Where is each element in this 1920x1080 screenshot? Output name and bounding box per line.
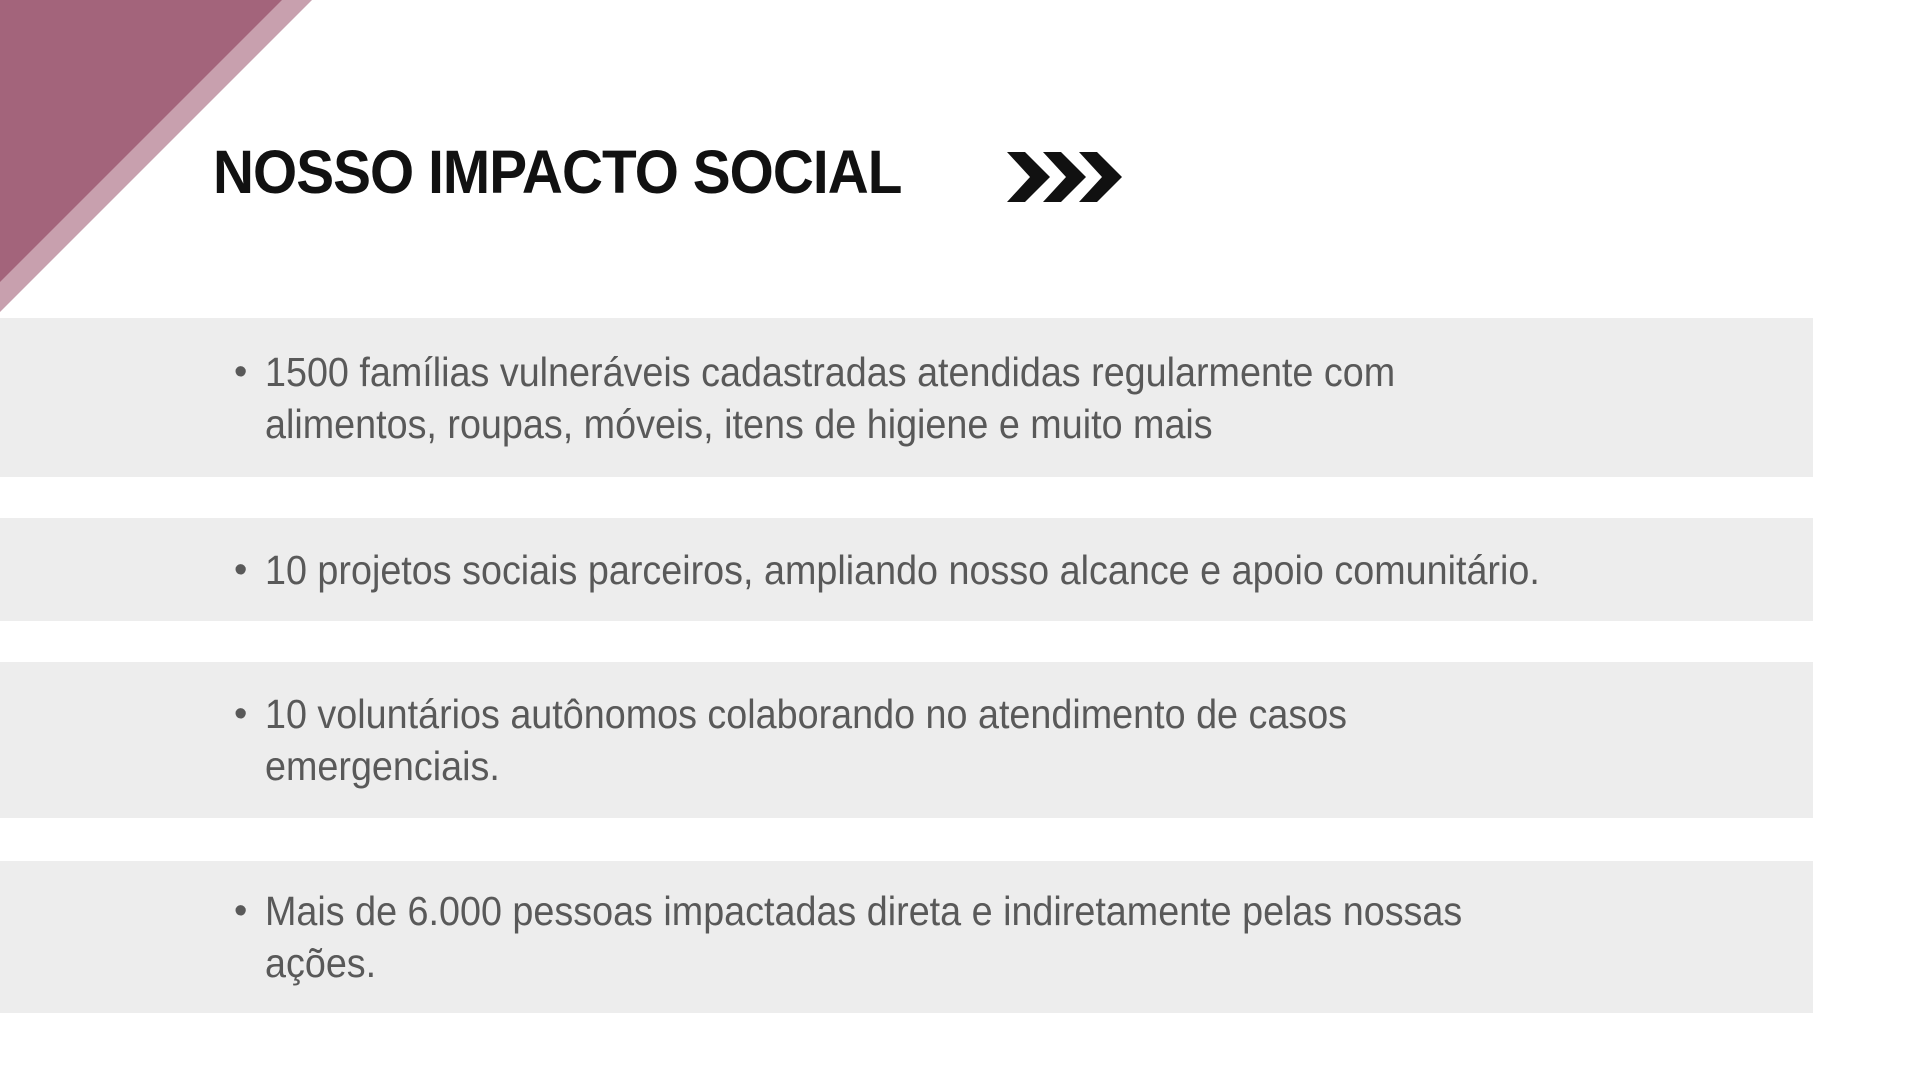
impact-item-projects <box>0 518 1813 621</box>
impact-text <box>265 346 1395 450</box>
impact-text-line: Mais de 6.000 pessoas impactadas direta e indiretamente pelas nossas <box>265 888 1463 934</box>
triple-chevron-right-icon <box>1007 152 1122 202</box>
bullet-icon: • <box>234 548 248 591</box>
impact-text-line: alimentos, roupas, móveis, itens de higiene e muito mais <box>265 400 1213 447</box>
impact-text <box>265 544 1540 596</box>
impact-item-families <box>0 318 1813 477</box>
impact-text-line: emergenciais. <box>265 743 501 789</box>
impact-text-line: 1500 famílias vulneráveis cadastradas atendidas regularmente com <box>265 348 1396 395</box>
impact-text <box>265 688 1347 792</box>
impact-text-line: 10 projetos sociais parceiros, ampliando nosso alcance e apoio comunitário. <box>265 546 1541 593</box>
impact-item-people-reached <box>0 861 1813 1013</box>
bullet-row <box>0 346 1494 450</box>
bullet-row <box>0 544 1651 596</box>
page-title: NOSSO IMPACTO SOCIAL <box>213 138 902 206</box>
impact-text-line: ações. <box>265 940 377 986</box>
impact-text <box>265 885 1462 989</box>
impact-text-line: 10 voluntários autônomos colaborando no atendimento de casos <box>265 691 1348 737</box>
bullet-icon: • <box>234 350 248 393</box>
bullet-icon: • <box>234 693 248 735</box>
bullet-row <box>0 688 1441 792</box>
title-row <box>213 140 953 204</box>
bullet-row <box>0 885 1567 989</box>
bullet-icon: • <box>234 890 248 932</box>
impact-item-volunteers <box>0 662 1813 818</box>
